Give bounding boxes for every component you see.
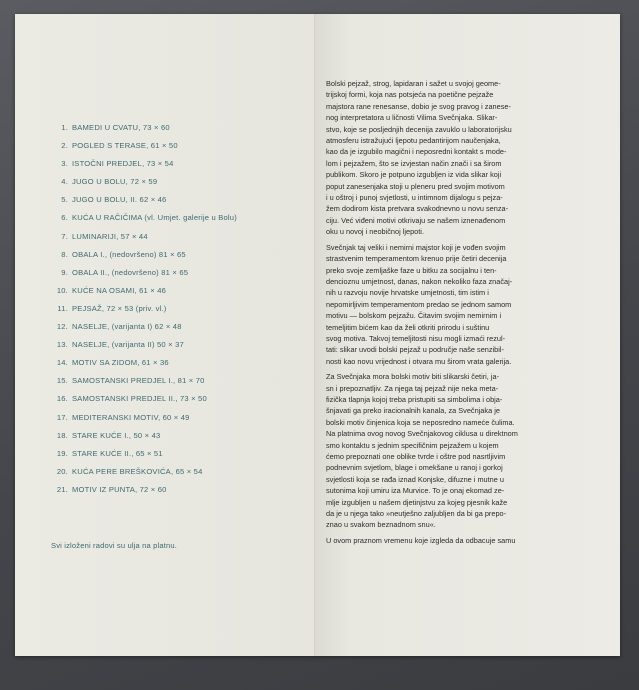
essay-line: žem dodirom kista pretvara svakodnevno u novu senza- [326, 204, 509, 214]
work-item [51, 173, 313, 191]
essay-line: podnevnim svjetlom, blage i omekšane u ranoj i gorkoj [326, 463, 503, 473]
essay-line: šnjavati ga preko iracionalnih kanala, za Svečnjaka je [326, 406, 500, 416]
work-title: KUĆE NA OSAMI, 61 × 46 [72, 285, 167, 295]
essay-line: Na platnima ovog novog Svečnjakovog ciklusa u direktnom [326, 429, 518, 439]
essay-line: U ovom praznom vremenu koje izgleda da odbacuje samu [326, 535, 516, 545]
work-item [51, 264, 313, 282]
essay-line: majstora rane renesanse, dobio je svog pravog i zanese- [326, 101, 511, 111]
essay-line: Svečnjak taj veliki i nemirni majstor koji je vođen svojim [326, 242, 506, 252]
work-number: 10. [56, 285, 68, 295]
essay-paragraph [326, 78, 602, 238]
essay-line: fizička tlapnja kojoj treba pristupiti sa simbolima i obja- [326, 394, 503, 404]
essay-line: ćemo prepoznati one oblike tvrde i oštre pod nasrtljivim [326, 452, 506, 461]
work-number: 18. [56, 430, 68, 440]
work-number: 6. [61, 213, 68, 223]
essay-line: kao da je izgubilo magični i neposredni kontakt s mode- [326, 147, 507, 157]
work-number: 17. [56, 412, 68, 422]
work-number: 16. [56, 394, 68, 404]
work-title: NASELJE, (varijanta I) 62 × 48 [72, 322, 182, 332]
work-number: 4. [61, 177, 68, 187]
work-item [51, 463, 313, 481]
work-number: 11. [57, 303, 68, 313]
work-number: 3. [61, 159, 68, 169]
work-number: 19. [56, 448, 68, 458]
work-title: MOTIV SA ZIDOM, 61 × 36 [72, 358, 169, 368]
work-number: 5. [61, 195, 68, 205]
essay-line: znao u svakom beznadnom snu«. [326, 520, 436, 530]
essay-line: dencioznu umjetnost, danas, nakon nekoliko faza značaj- [326, 276, 513, 286]
work-item [51, 427, 313, 445]
work-title: OBALA I., (nedovršeno) 81 × 65 [72, 249, 186, 259]
work-title: STARE KUĆE I., 50 × 43 [72, 430, 161, 440]
work-item [51, 445, 313, 463]
work-item [51, 318, 313, 336]
essay-line: strastvenim temperamentom krenuo prije četiri decenija [326, 254, 507, 264]
essay-line: nih u razvoju novije hrvatske umjetnosti, tim istim i [326, 288, 489, 298]
work-title: KUĆA U RAČIČIMA (vl. Umjet. galerije u Bolu) [72, 213, 237, 223]
work-number: 2. [61, 141, 68, 151]
work-title: BAMEDI U CVATU, 73 × 60 [72, 123, 170, 132]
work-item [51, 300, 313, 318]
essay-line: publikom. Skoro je potpuno izgubljen iz vida slikar koji [326, 170, 502, 180]
work-item [51, 155, 313, 173]
essay-line: svog motiva. Takvoj temeljitosti nisu mogli izmaći rezul- [326, 333, 506, 343]
work-number: 1. [61, 123, 68, 132]
work-number: 15. [56, 376, 68, 386]
brochure [15, 14, 620, 656]
work-item [51, 390, 313, 408]
essay-line: poput zanesenjaka stoji u pleneru pred svojim motivom [326, 181, 505, 191]
work-item [51, 336, 313, 354]
work-title: SAMOSTANSKI PREDJEL I., 81 × 70 [72, 376, 205, 386]
essay-line: mlje izgubljen u našem djetinjstvu za kojeg pjesnik kaže [326, 497, 508, 507]
essay-line: da je u njega tako »neutješno zaljubljen da bi ga prepo- [326, 509, 507, 519]
work-number: 8. [61, 249, 68, 259]
essay-line: sutonima koji umiru iza Murvice. To je onaj ekomad ze- [326, 486, 505, 496]
work-title: MOTIV IZ PUNTA, 72 × 60 [72, 484, 167, 494]
essay-line: Za Svečnjaka mora bolski motiv biti slikarski četiri, ja- [326, 372, 500, 382]
work-title: PEJSAŽ, 72 × 53 (priv. vl.) [72, 303, 167, 313]
work-item [51, 481, 313, 499]
essay-line: nog interpretatora u ličnosti Vilima Svečnjaka. Slikar- [326, 113, 498, 123]
work-item [51, 228, 313, 246]
work-item [51, 409, 313, 427]
essay-line: nosti kao novu vrijednost i otvara mu širom vrata galerija. [326, 356, 512, 366]
essay-line: trijskoj formi, koja nas potsjeća na poetične pejzaže [326, 90, 494, 100]
work-item [51, 137, 313, 155]
work-item [51, 246, 313, 264]
work-title: KUĆA PERE BREŠKOVIĆA, 65 × 54 [72, 466, 203, 476]
work-title: LUMINARIJI, 57 × 44 [72, 231, 148, 241]
essay-line: atmosferu istražujući ljepotu pedantirijom naučenjaka, [326, 136, 501, 146]
work-number: 13. [56, 340, 68, 350]
essay-line: nepomirljivim temperamentom predao se jednom samom [326, 299, 512, 309]
work-item [51, 372, 313, 390]
work-item [51, 119, 313, 137]
work-title: JUGO U BOLU, 72 × 59 [72, 177, 158, 187]
work-title: JUGO U BOLU, II. 62 × 46 [72, 195, 167, 205]
work-number: 9. [61, 267, 68, 277]
work-number: 20. [56, 466, 68, 476]
work-item [51, 209, 313, 227]
essay-line: motivu — bolskom pejzažu. Čitavim svojim nemirnim i [326, 311, 502, 321]
work-title: OBALA II., (nedovršeno) 81 × 65 [72, 267, 189, 277]
essay-line: oku u novoj i neobičnoj ljepoti. [326, 227, 424, 237]
essay-paragraph [326, 535, 602, 546]
exhibition-note: Svi izloženi radovi su ulja na platnu. [51, 541, 178, 550]
work-number: 21. [56, 484, 68, 494]
essay-line: tati: slikar uvodi bolski pejzaž u područje naše senzibil- [326, 345, 504, 355]
works-list [51, 119, 313, 499]
work-item [51, 191, 313, 209]
essay-line: Bolski pejzaž, strog, lapidaran i sažet u svojoj geome- [326, 79, 501, 88]
work-title: MEDITERANSKI MOTIV, 60 × 49 [72, 412, 190, 422]
essay-line: bolski motiv činjenica koja se neposredno nameće čulima. [326, 417, 515, 427]
essay-line: temeljitim bićem kao da želi otkriti prirodu i suštinu [326, 322, 490, 332]
essay-line: i u oštroj i punoj svjetlosti, u intimnom dijalogu s pejza- [326, 193, 503, 203]
essay-line: ciju. Već viđeni motivi otkrivaju se našem iznenađenom [326, 215, 506, 225]
work-title: STARE KUĆE II., 65 × 51 [72, 448, 163, 458]
work-title: POGLED S TERASE, 61 × 50 [72, 141, 178, 151]
left-panel [15, 14, 315, 656]
essay-text [326, 78, 602, 546]
work-title: ISTOČNI PREDJEL, 73 × 54 [72, 159, 174, 169]
work-item [51, 282, 313, 300]
essay-line: sn i prepoznatljiv. Za njega taj pejzaž nije neka meta- [326, 383, 499, 393]
essay-line: svjetlosti koja se rađa iznad Konjske, difuzne i mutne u [326, 474, 504, 484]
essay-line: lom i pejzažem, što se izvjestan način znači i sa širom [326, 158, 502, 168]
essay-paragraph [326, 242, 602, 367]
essay-line: preko svoje zemljaške faze u bitku za socijalnu i ten- [326, 265, 497, 275]
essay-line: stvo, koje se posljednjih decenija zavuklo u laboratorijsku [326, 124, 512, 134]
work-item [51, 354, 313, 372]
work-number: 7. [61, 231, 68, 241]
essay-line: smo kontaktu s jednim specifičnim pejzažem u kojem [326, 440, 499, 450]
essay-paragraph [326, 371, 602, 531]
work-title: NASELJE, (varijanta II) 50 × 37 [72, 340, 184, 350]
work-number: 14. [56, 358, 68, 368]
work-number: 12. [56, 322, 68, 332]
work-title: SAMOSTANSKI PREDJEL II., 73 × 50 [72, 394, 207, 404]
